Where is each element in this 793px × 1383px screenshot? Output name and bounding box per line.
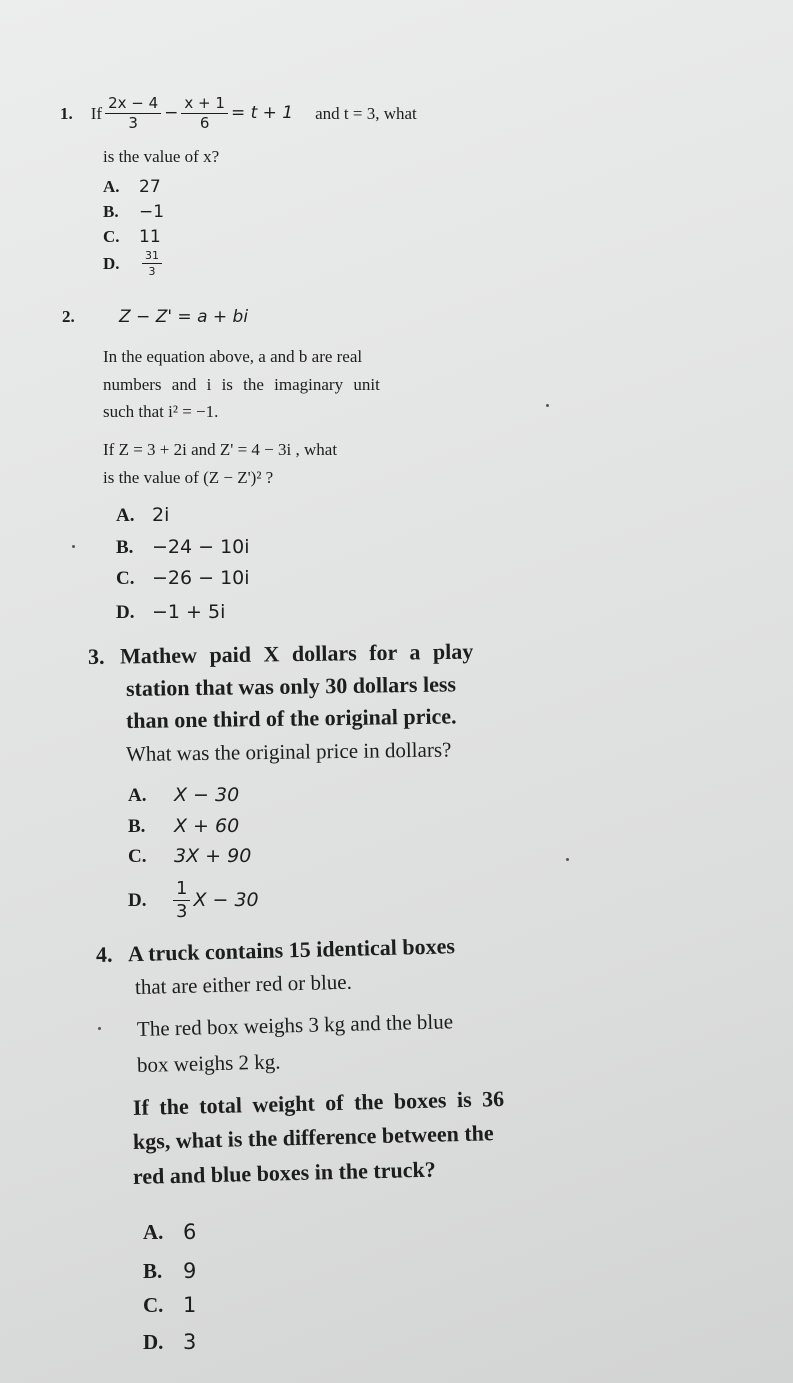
q1-option-d-fraction: $\frac{31}{3}$ [142,250,162,277]
q4-option-a[interactable]: A. 6 [143,1220,197,1244]
q2-option-d[interactable]: D. −1 + 5i [116,601,226,623]
q1-minus: − [164,103,179,123]
q1-frac2-denominator: 6 [199,114,210,132]
q2-option-c[interactable]: C. −26 − 10i [116,567,250,589]
q2-equation: Z − Z' = a + bi [119,307,249,327]
q3-option-c[interactable]: C. 3X + 90 [128,845,252,867]
q1-frac2-numerator: x + 1 [181,96,228,114]
q3-option-a[interactable]: A. X − 30 [128,784,240,806]
q1-frac1-numerator: 2x − 4 [105,96,161,114]
q1-fraction-2 [181,96,228,131]
q3-option-d-fraction: $\frac{1}{3}$ [173,880,190,921]
q1-rhs: = t + 1 [230,103,294,123]
q1-number: 1. [60,104,73,123]
q1-stem-line2: is the value of x? [103,147,220,166]
q3-number: 3. [87,643,105,669]
q4-paragraph-2-line2: box weighs 2 kg. [136,1049,281,1077]
q3-paragraph-1-line2: station that was only 30 dollars less [125,671,457,701]
q1-stem-line1 [60,96,417,131]
q1-option-a[interactable]: A. 27 [103,177,161,197]
q4-option-d[interactable]: D. 3 [143,1330,197,1354]
q4-option-c[interactable]: C. 1 [143,1293,197,1317]
stray-mark [72,545,75,548]
q2-option-b[interactable]: B. −24 − 10i [116,536,250,558]
q3-paragraph-1-line3: than one third of the original price. [125,703,457,733]
q2-paragraph-2-line1: If Z = 3 + 2i and Z' = 4 − 3i , what [103,440,338,459]
q2-paragraph-1-line3: such that i² = −1. [103,402,219,421]
q3-paragraph-1-line1: 3. Mathew paid X dollars for a play [87,638,474,669]
q1-fraction-1 [105,96,161,131]
q1-frac1-denominator: 3 [128,114,138,132]
q1-option-d[interactable]: D. $\frac{31}{3}$ [103,250,165,277]
q2-paragraph-2-line2: is the value of (Z − Z')² ? [103,468,274,487]
q1-if: If [90,104,103,123]
q4-paragraph-3-line1: If the total weight of the boxes is 36 [132,1085,505,1120]
stray-mark [98,1027,101,1030]
q3-option-d[interactable]: D. $\frac{1}{3}$ X − 30 [128,878,259,922]
q2-paragraph-1-line1: In the equation above, a and b are real [103,347,363,366]
q4-paragraph-2-line1: The red box weighs 3 kg and the blue [136,1009,454,1041]
q4-number: 4. [95,941,113,967]
q1-and-text: and t = 3, what [315,104,417,123]
q4-paragraph-1-line2: that are either red or blue. [134,969,353,999]
q4-paragraph-3-line3: red and blue boxes in the truck? [132,1156,436,1189]
stray-mark [546,404,549,407]
q4-paragraph-1-line1: 4. A truck contains 15 identical boxes [95,933,456,967]
q4-option-b[interactable]: B. 9 [143,1259,197,1283]
q1-option-c[interactable]: C. 11 [103,227,161,247]
q2-paragraph-1-line2: numbers and i is the imaginary unit [103,375,380,394]
q2-header [62,308,248,326]
q3-paragraph-2: What was the original price in dollars? [125,737,452,766]
q1-option-b[interactable]: B. −1 [103,202,165,222]
q2-option-a[interactable]: A. 2i [116,504,170,526]
q3-option-b[interactable]: B. X + 60 [128,815,240,837]
stray-mark [566,858,569,861]
q4-paragraph-3-line2: kgs, what is the difference between the [132,1120,494,1154]
q2-number: 2. [62,307,75,326]
